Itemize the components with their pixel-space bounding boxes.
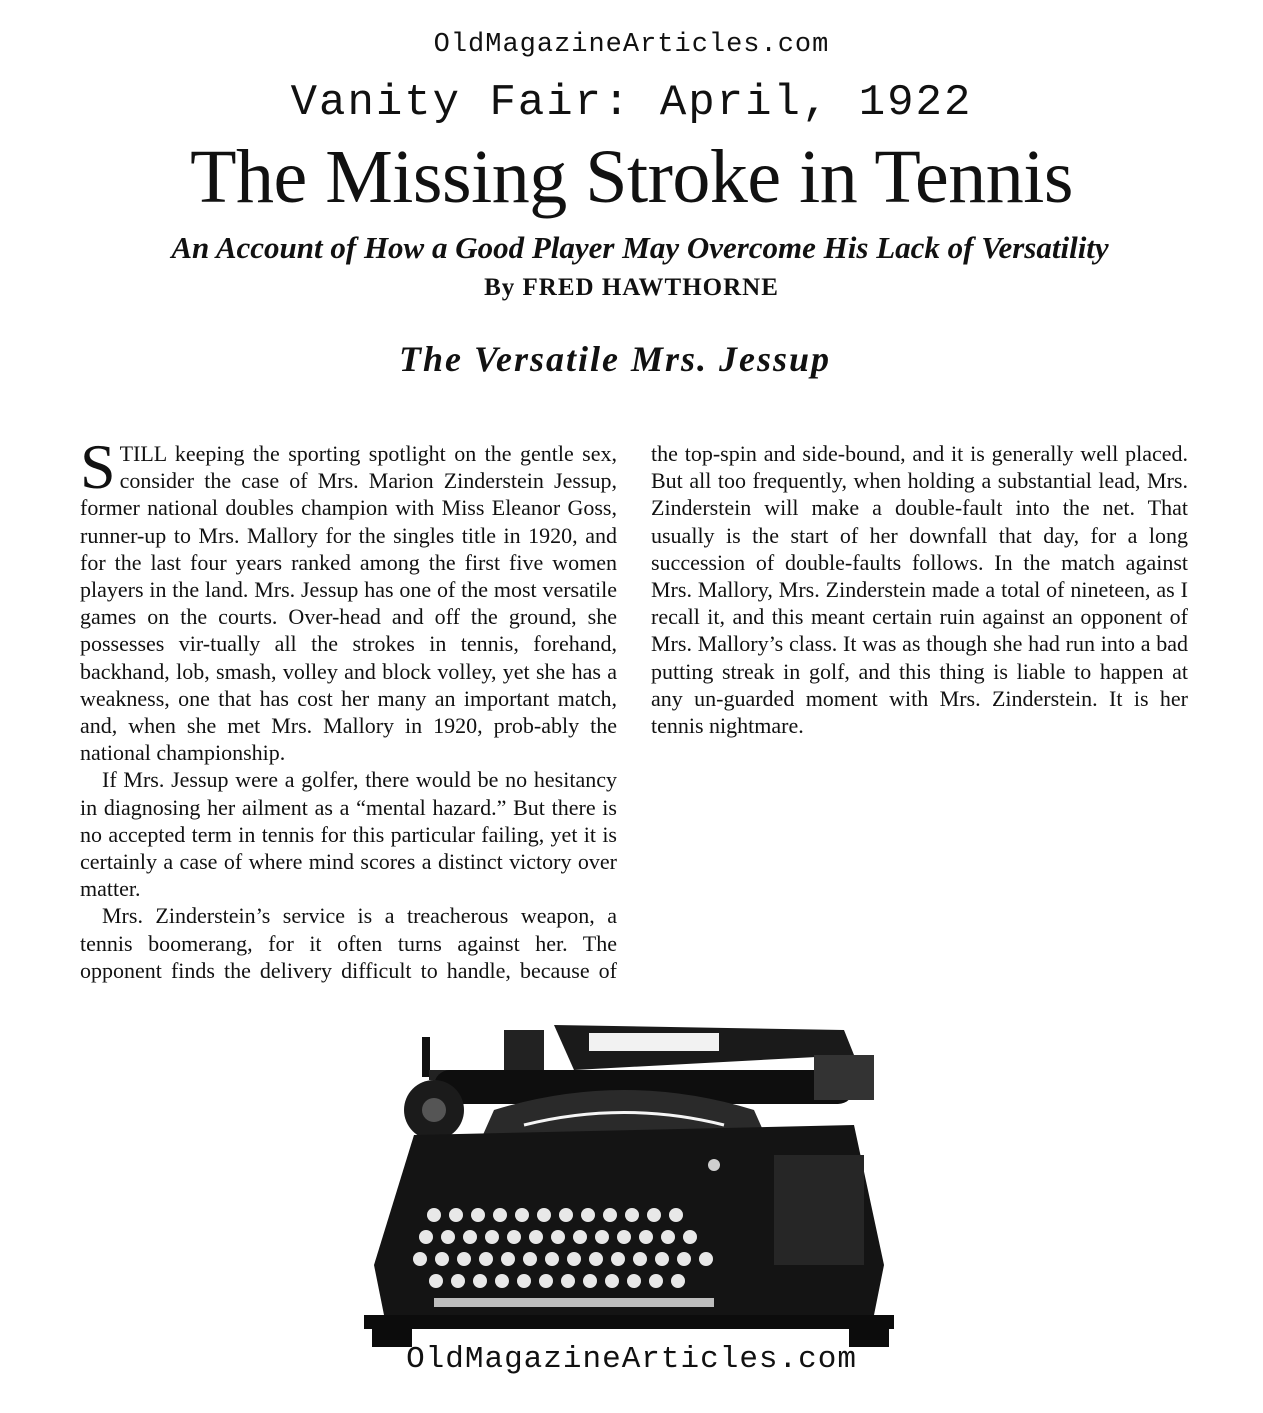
paragraph-3: Mrs. Zinderstein’s service is a treacherous weapon, a tennis boomerang, for it often turns against her. The opponent finds the delivery difficult to handle, because of the top-spin and side-bound, and it is generally well placed. But all too frequently, when holding a substantial lead, Mrs. Zinderstein will make a double-fault into the net. That usually is the start of her downfall that day, for a long succession of double-faults follows. In the match against Mrs. Mallory, Mrs. Zinderstein made a total of nineteen, as I recall it, and this meant certain ruin against an opponent of Mrs. Mallory’s class. It was as though she had run into a bad putting streak in golf, and this thing is liable to happen at any un-guarded moment with Mrs. Zinderstein. It is her tennis nightmare. xyxy=(80,441,1188,983)
article-subtitle: An Account of How a Good Player May Overcome His Lack of Versatility xyxy=(171,230,1109,265)
section-title: The Versatile Mrs. Jessup xyxy=(398,339,832,379)
site-watermark-bottom: OldMagazineArticles.com xyxy=(406,1342,857,1377)
drop-cap: S xyxy=(80,431,116,502)
site-watermark-top: OldMagazineArticles.com xyxy=(433,30,830,60)
paragraph-2: If Mrs. Jessup were a golfer, there would be no hesitancy in diagnosing her ailment as a “mental hazard.” But there is no accepted term in tennis for this particular failing, yet it is certainly a case of where mind scores a distinct victory over matter. xyxy=(80,767,617,902)
article-body xyxy=(80,431,1188,995)
paragraph-1 xyxy=(80,431,617,766)
article-title: The Missing Stroke in Tennis xyxy=(190,135,1073,219)
article-byline: By FRED HAWTHORNE xyxy=(484,274,779,301)
issue-line: Vanity Fair: April, 1922 xyxy=(290,78,973,128)
paragraph-1-text: TILL keeping the sporting spotlight on the gentle sex, consider the case of Mrs. Marion Zinderstein Jessup, former national doubles champion with Miss Eleanor Goss, runner-up to Mrs. Mallory for the singles title in 1920, and for the last four years ranked among the first five women players in the land. Mrs. Jessup has one of the most versatile games on the courts. Over-head and off the ground, she possesses vir-tually all the strokes in tennis, forehand, backhand, lob, smash, volley and block volley, yet she has a weakness, one that has cost her many an important match, and, when she met Mrs. Mallory in 1920, prob-ably the national championship. xyxy=(80,441,617,766)
typewriter-icon xyxy=(354,1015,904,1350)
